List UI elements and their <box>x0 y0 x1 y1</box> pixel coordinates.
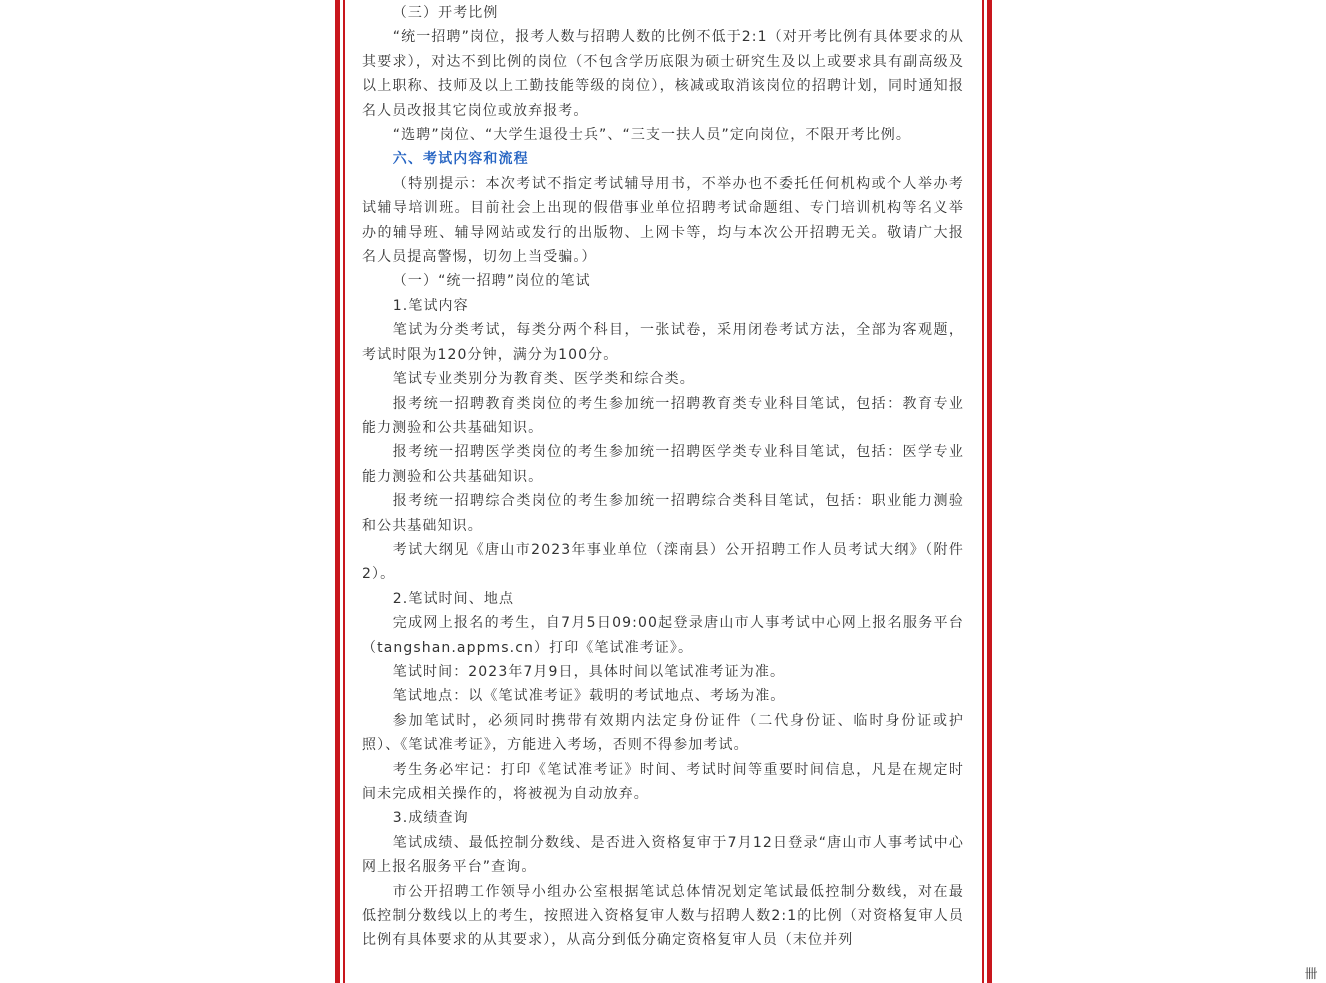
paragraph: 笔试专业类别分为教育类、医学类和综合类。 <box>392 371 695 388</box>
section-heading: 六、考试内容和流程 <box>392 151 529 168</box>
paragraph: 1.笔试内容 <box>392 297 469 314</box>
paragraph: 笔试时间：2023年7月9日，具体时间以笔试准考证为准。 <box>392 663 786 680</box>
paragraph: 笔试为分类考试，每类分两个科目，一张试卷，采用闭卷考试方法，全部为客观题，考试时限为120分钟，满分为100分。 <box>362 322 964 363</box>
paragraph: 报考统一招聘医学类岗位的考生参加统一招聘医学类专业科目笔试，包括：医学专业能力测验和公共基础知识。 <box>362 444 964 485</box>
paragraph: （特别提示：本次考试不指定考试辅导用书，不举办也不委托任何机构或个人举办考试辅导培训班。目前社会上出现的假借事业单位招聘考试命题组、专门培训机构等名义举办的辅导班、辅导网站或发行的出版物、上网卡等，均与本次公开招聘无关。敬请广大报名人员提高警惕，切勿上当受骗。） <box>362 175 964 266</box>
paragraph: 笔试地点：以《笔试准考证》载明的考试地点、考场为准。 <box>392 688 786 705</box>
paragraph: 3.成绩查询 <box>392 810 469 827</box>
paragraph: （三）开考比例 <box>392 5 499 21</box>
paragraph: （一）“统一招聘”岗位的笔试 <box>392 273 591 290</box>
paragraph: 完成网上报名的考生，自7月5日09:00起登录唐山市人事考试中心网上报名服务平台（tangshan.appms.cn）打印《笔试准考证》。 <box>362 615 964 656</box>
paragraph: 考试大纲见《唐山市2023年事业单位（滦南县）公开招聘工作人员考试大纲》（附件2）。 <box>362 541 964 583</box>
paragraph: 笔试成绩、最低控制分数线、是否进入资格复审于7月12日登录“唐山市人事考试中心网上报名服务平台”查询。 <box>362 834 964 876</box>
paragraph: 2.笔试时间、地点 <box>392 590 515 607</box>
paragraph: 参加笔试时，必须同时携带有效期内法定身份证件（二代身份证、临时身份证或护照）、《笔试准考证》，方能进入考场，否则不得参加考试。 <box>362 712 964 754</box>
article-body <box>362 1 964 953</box>
paragraph: 报考统一招聘综合类岗位的考生参加统一招聘综合类科目笔试，包括：职业能力测验和公共基础知识。 <box>362 493 964 534</box>
paragraph: 报考统一招聘教育类岗位的考生参加统一招聘教育类专业科目笔试，包括：教育专业能力测验和公共基础知识。 <box>362 395 964 436</box>
paragraph: “选聘”岗位、“大学生退役士兵”、“三支一扶人员”定向岗位，不限开考比例。 <box>392 127 912 144</box>
grid-icon[interactable]: 卌 <box>1304 967 1318 982</box>
article-content <box>345 0 982 983</box>
paragraph: “统一招聘”岗位，报考人数与招聘人数的比例不低于2:1（对开考比例有具体要求的从其要求），对达不到比例的岗位（不包含学历底限为硕士研究生及以上或要求具有副高级及以上职称、技师及以上工勤技能等级的岗位），核减或取消该岗位的招聘计划，同时通知报名人员改报其它岗位或放弃报考。 <box>362 29 964 119</box>
paragraph: 考生务必牢记：打印《笔试准考证》时间、考试时间等重要时间信息，凡是在规定时间未完成相关操作的，将被视为自动放弃。 <box>362 761 964 802</box>
paragraph: 市公开招聘工作领导小组办公室根据笔试总体情况划定笔试最低控制分数线，对在最低控制分数线以上的考生，按照进入资格复审人数与招聘人数2:1的比例（对资格复审人员比例有具体要求的从其要求），从高分到低分确定资格复审人员（末位并列 <box>362 883 964 949</box>
